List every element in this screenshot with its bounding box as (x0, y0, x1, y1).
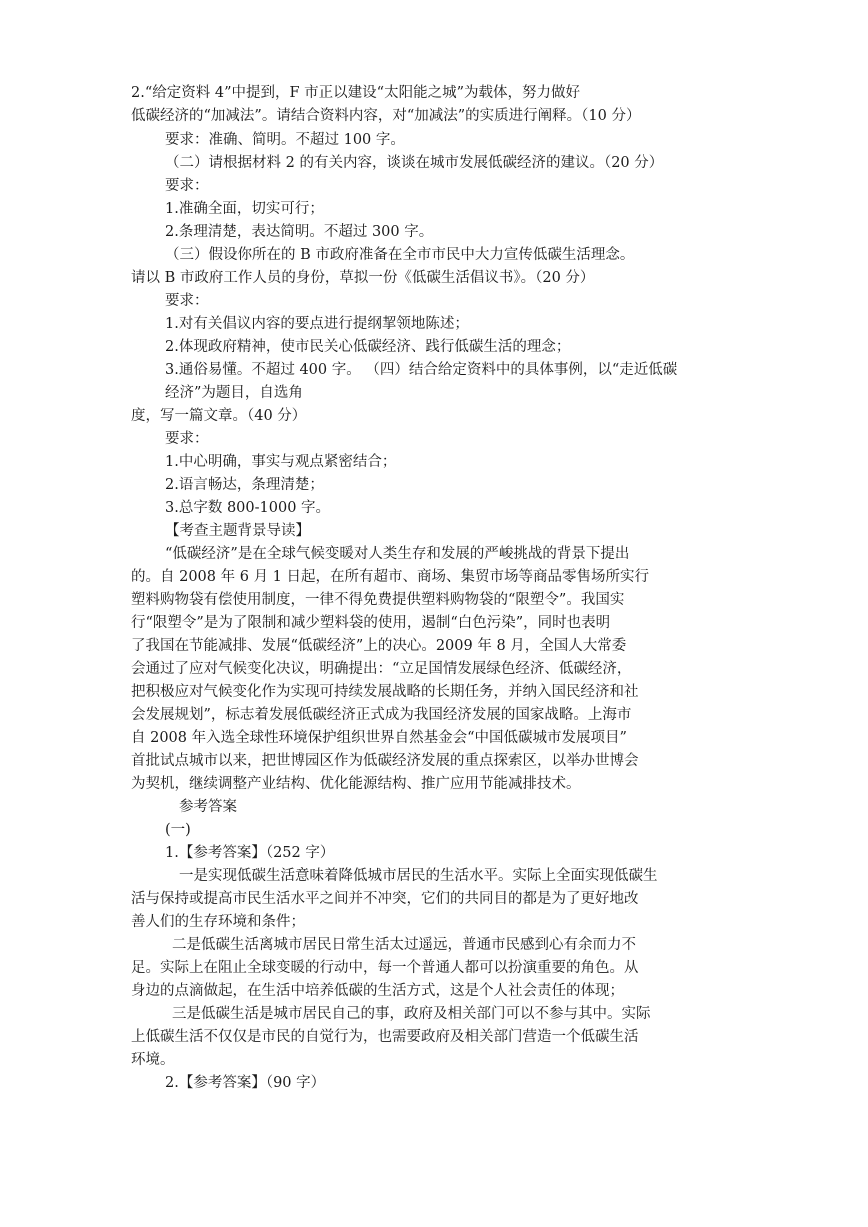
text-line: 自 2008 年入选全球性环境保护组织世界自然基金会“中国低碳城市发展项目” (131, 730, 627, 746)
text-line: 低碳经济的“加减法”。请结合资料内容，对“加减法”的实质进行阐释。（10 分） (131, 108, 641, 124)
text-line: 1.【参考答案】（252 字） (165, 845, 335, 861)
text-line: 三是低碳生活是城市居民自己的事，政府及相关部门可以不参与其中。实际 (172, 1006, 651, 1022)
text-line: 把积极应对气候变化作为实现可持续发展战略的长期任务，并纳入国民经济和社 (131, 684, 639, 700)
text-line: (一) (165, 822, 191, 838)
text-line: 二是低碳生活离城市居民日常生活太过遥远，普通市民感到心有余而力不 (172, 937, 636, 953)
text-line: 要求： (165, 431, 209, 447)
text-line: 活与保持或提高市民生活水平之间并不冲突，它们的共同目的都是为了更好地改 (131, 891, 639, 907)
text-line: 为契机，继续调整产业结构、优化能源结构、推广应用节能减排技术。 (131, 776, 581, 792)
text-line: 度，写一篇文章。（40 分） (131, 408, 307, 424)
text-line: 经济”为题目，自选角 (165, 385, 303, 401)
text-line: “低碳经济”是在全球气候变暖对人类生存和发展的严峻挑战的背景下提出 (165, 546, 630, 562)
text-line: 塑料购物袋有偿使用制度，一律不得免费提供塑料购物袋的“限塑令”。我国实 (131, 592, 625, 608)
text-line: 足。实际上在阻止全球变暖的行动中，每一个普通人都可以扮演重要的角色。从 (131, 960, 639, 976)
text-line: 1.准确全面，切实可行； (165, 201, 324, 217)
text-line: 行“限塑令”是为了限制和减少塑料袋的使用，遏制“白色污染”，同时也表明 (131, 615, 611, 631)
text-line: 2.语言畅达，条理清楚； (165, 477, 324, 493)
text-line: 了我国在节能减排、发展“低碳经济”上的决心。2009 年 8 月，全国人大常委 (131, 638, 627, 654)
text-line: （二）请根据材料 2 的有关内容，谈谈在城市发展低碳经济的建议。（20 分） (165, 155, 664, 171)
text-line: 会通过了应对气候变化决议，明确提出：“立足国情发展绿色经济、低碳经济， (131, 661, 632, 677)
text-line: 要求：准确、简明。不超过 100 字。 (165, 132, 405, 148)
text-line: 善人们的生存环境和条件； (131, 914, 305, 930)
text-line: 环境。 (131, 1052, 175, 1068)
text-line: 上低碳生活不仅仅是市民的自觉行为，也需要政府及相关部门营造一个低碳生活 (131, 1029, 639, 1045)
text-line: 1.中心明确，事实与观点紧密结合； (165, 454, 397, 470)
text-line: 1.对有关倡议内容的要点进行提纲挈领地陈述； (165, 316, 469, 332)
text-line: 2.条理清楚，表达简明。不超过 300 字。 (165, 224, 434, 240)
text-line: 的。自 2008 年 6 月 1 日起，在所有超市、商场、集贸市场等商品零售场所实行 (131, 569, 650, 585)
text-line: 3.总字数 800-1000 字。 (165, 500, 331, 516)
section-heading: 【考查主题背景导读】 (165, 523, 310, 539)
text-line: 会发展规划”，标志着发展低碳经济正式成为我国经济发展的国家战略。上海市 (131, 707, 632, 723)
text-line: 2.体现政府精神，使市民关心低碳经济、践行低碳生活的理念； (165, 339, 571, 355)
text-line: 2.【参考答案】（90 字） (165, 1075, 326, 1091)
text-line: 要求： (165, 293, 209, 309)
answer-heading: 参考答案 (179, 799, 237, 815)
text-line: 一是实现低碳生活意味着降低城市居民的生活水平。实际上全面实现低碳生 (179, 868, 658, 884)
text-line: 请以 B 市政府工作人员的身份，草拟一份《低碳生活倡议书》。（20 分） (131, 270, 595, 286)
text-line: 首批试点城市以来，把世博园区作为低碳经济发展的重点探索区，以举办世博会 (131, 753, 639, 769)
text-line: 3.通俗易懂。不超过 400 字。 （四）结合给定资料中的具体事例，以“走近低碳 (165, 362, 678, 378)
text-line: 2.“给定资料 4”中提到，F 市正以建设“太阳能之城”为载体，努力做好 (131, 85, 580, 101)
text-line: 要求： (165, 178, 209, 194)
text-line: 身边的点滴做起，在生活中培养低碳的生活方式，这是个人社会责任的体现； (131, 983, 624, 999)
text-line: （三）假设你所在的 B 市政府准备在全市市民中大力宣传低碳生活理念。 (165, 247, 635, 263)
